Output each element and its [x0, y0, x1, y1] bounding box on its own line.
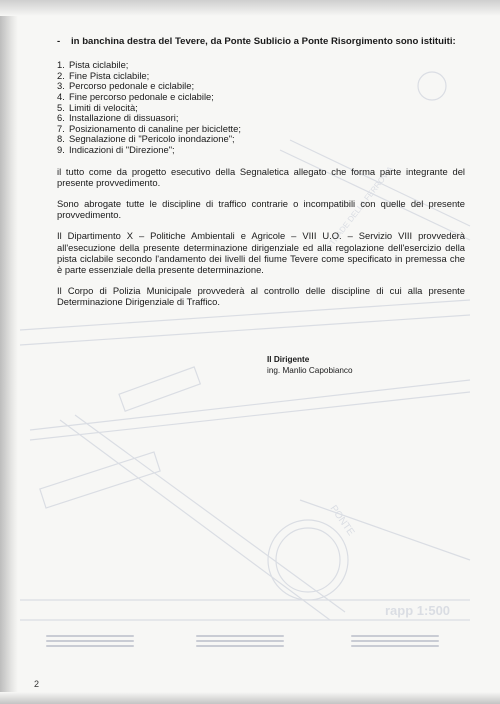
list-item-text: Percorso pedonale e ciclabile;: [69, 80, 195, 92]
signature-block: [267, 354, 353, 376]
intro-bullet-text: in banchina destra del Tevere, da Ponte Sublicio a Ponte Risorgimento sono istituiti:: [71, 36, 456, 47]
faded-stamp: [40, 632, 140, 652]
list-item-text: Limiti di velocità;: [69, 101, 138, 113]
watermark-text-scale: rapp 1:500: [385, 603, 451, 618]
faded-footer-stamps: [40, 632, 460, 654]
list-item-number: 6.: [57, 112, 65, 124]
list-item-text: Indicazioni di "Direzione";: [69, 143, 175, 155]
page-number: 2: [34, 679, 40, 689]
list-item-text: Fine Pista ciclabile;: [69, 69, 150, 81]
watermark-text-strade: STRADE DELLA FERROVIA: [324, 164, 395, 252]
watermark-text-ponte: PONTE: [327, 503, 357, 538]
list-item-text: Fine percorso pedonale e ciclabile;: [69, 90, 214, 102]
list-item-number: 1.: [57, 59, 65, 71]
faded-stamp: [345, 632, 445, 652]
list-item-text: Posizionamento di canaline per biciclette;: [69, 122, 241, 134]
list-item-text: Pista ciclabile;: [69, 59, 129, 71]
signature-name: ing. Manlio Capobianco: [267, 366, 353, 375]
list-item-number: 8.: [57, 133, 65, 145]
bullet-mark: -: [57, 36, 61, 47]
paragraph-department-execution: Il Dipartimento X – Politiche Ambientali e Agricole – VIII U.O. – Servizio VIII provvederà all'esecuzione della presente determinazione dirigenziale ed alla regolazione dell'esercizio della pista ciclabile secondo l'andamento dei livelli del fiume Tevere come specificato in premessa che è parte essenziale della presente determinazione.: [57, 230, 465, 275]
paragraph-police-control: Il Corpo di Polizia Municipale provvederà al controllo delle discipline di cui alla presente Determinazione Dirigenziale di Traffico.: [57, 285, 465, 308]
list-item-number: 7.: [57, 122, 65, 134]
list-item-number: 2.: [57, 69, 65, 81]
list-item-number: 9.: [57, 143, 65, 155]
intro-bullet: [57, 36, 465, 47]
list-item-text: Installazione di dissuasori;: [69, 112, 179, 124]
list-item-number: 3.: [57, 80, 65, 92]
document-body: [57, 36, 465, 308]
signature-title: Il Dirigente: [267, 355, 310, 364]
list-item-text: Segnalazione di "Pericolo inondazione";: [69, 133, 235, 145]
list-item: [57, 92, 465, 103]
paragraph-project-reference: il tutto come da progetto esecutivo della Segnaletica allegato che forma parte integrante del presente provvedimento.: [57, 165, 465, 188]
list-item-number: 4.: [57, 90, 65, 102]
interventions-list: [57, 60, 465, 155]
faded-stamp: [190, 632, 290, 652]
paragraph-abrogation: Sono abrogate tutte le discipline di traffico contrarie o incompatibili con quelle del presente provvedimento.: [57, 197, 465, 221]
list-item: [57, 145, 465, 156]
list-item-number: 5.: [57, 101, 65, 113]
